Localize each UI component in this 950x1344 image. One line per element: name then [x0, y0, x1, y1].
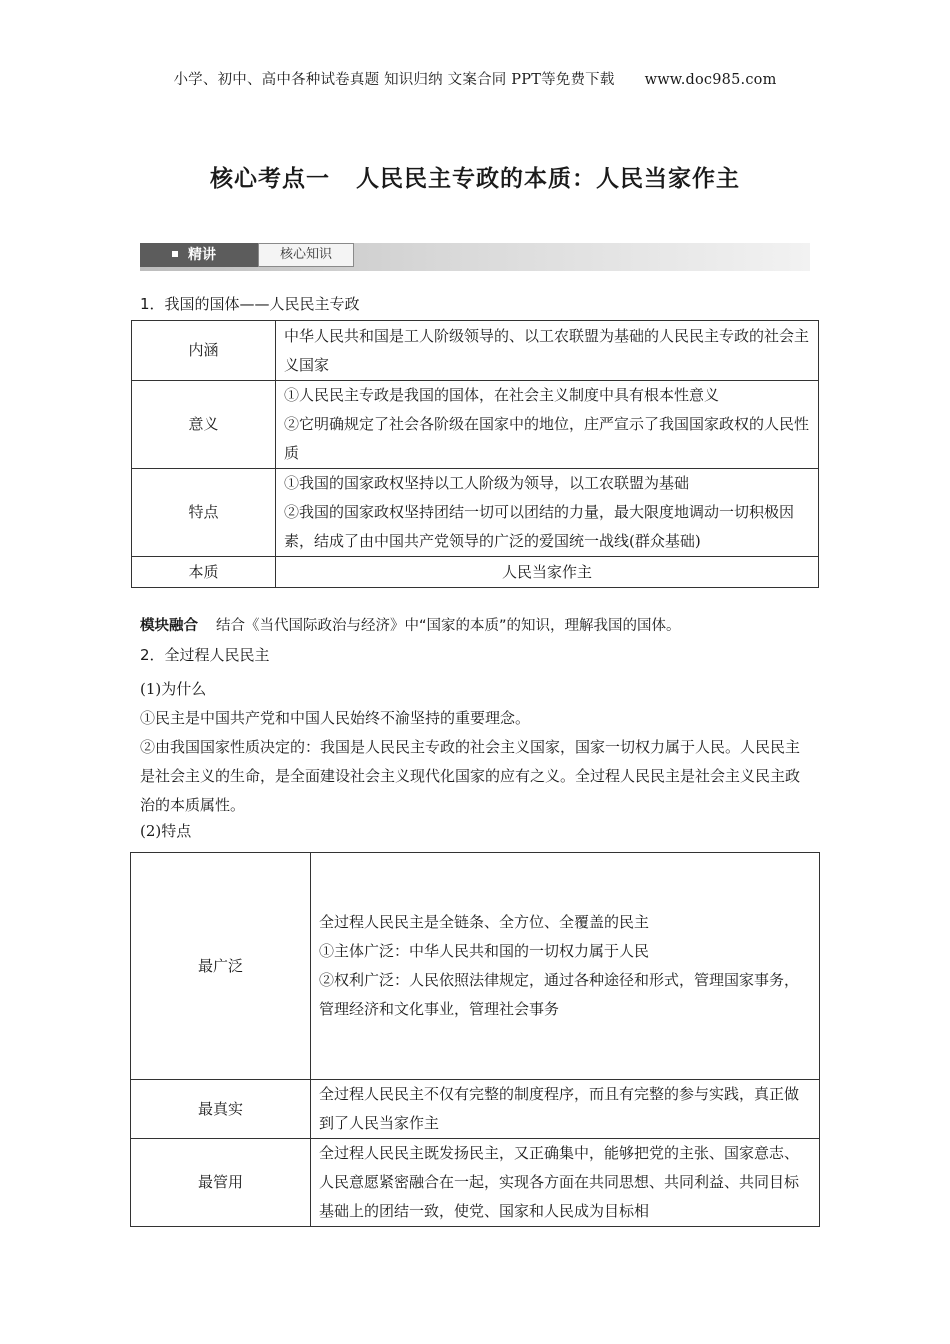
- row-key: 本质: [132, 557, 276, 588]
- row-value: [276, 321, 819, 381]
- table-row: [131, 853, 820, 1080]
- row-line: ①主体广泛：中华人民共和国的一切权力属于人民: [319, 942, 650, 960]
- row-key: 内涵: [132, 321, 276, 381]
- row-value: [311, 1080, 820, 1139]
- whole-process-democracy-table: [130, 852, 820, 1227]
- row-key: 意义: [132, 381, 276, 469]
- row-line: 全过程人民民主是全链条、全方位、全覆盖的民主: [319, 913, 650, 931]
- row-line: ②它明确规定了社会各阶级在国家中的地位，庄严宣示了我国国家政权的人民性质: [284, 415, 810, 462]
- row-key: 最广泛: [131, 853, 311, 1080]
- table-row: [132, 469, 819, 557]
- national-system-table: [131, 320, 819, 588]
- page-header: [0, 68, 950, 89]
- row-line: 全过程人民民主既发扬民主，又正确集中，能够把党的主张、国家意志、人民意愿紧密融合在一起，实现各方面在共同思想、共同利益、共同目标基础上的团结一致，使党、国家和人民成为目标相: [319, 1144, 800, 1220]
- header-text: 小学、初中、高中各种试卷真题 知识归纳 文案合同 PPT等免费下载: [173, 72, 615, 88]
- why-label: (1)为什么: [140, 680, 207, 698]
- why-paragraph-2: ②由我国国家性质决定的：我国是人民民主专政的社会主义国家，国家一切权力属于人民。人民民主是社会主义的生命，是全面建设社会主义现代化国家的应有之义。全过程人民民主是社会主义民主政治的本质属性。: [140, 738, 801, 814]
- row-value: [311, 853, 820, 1080]
- row-key: 最管用: [131, 1139, 311, 1227]
- row-value: [276, 381, 819, 469]
- module-fusion-note: [140, 612, 812, 641]
- section2-heading: 2．全过程人民民主: [140, 646, 270, 664]
- row-line: 全过程人民民主不仅有完整的制度程序，而且有完整的参与实践，真正做到了人民当家作主: [319, 1085, 800, 1132]
- row-key: 特点: [132, 469, 276, 557]
- row-line: ②权利广泛：人民依照法律规定，通过各种途径和形式，管理国家事务，管理经济和文化事业，管理社会事务: [319, 971, 800, 1018]
- banner-tab2-label: 核心知识: [279, 247, 332, 262]
- features-label: (2)特点: [140, 822, 192, 840]
- title-part2: 人民民主专政的本质：人民当家作主: [356, 166, 740, 192]
- header-site: www.doc985.com: [644, 72, 777, 88]
- fusion-label: 模块融合: [140, 618, 198, 634]
- table-row: [131, 1139, 820, 1227]
- section-banner: [140, 243, 810, 271]
- fusion-text: 结合《当代国际政治与经济》中“国家的本质”的知识，理解我国的国体。: [216, 618, 681, 634]
- row-line: ②我国的国家政权坚持团结一切可以团结的力量，最大限度地调动一切积极因素，结成了由中国共产党领导的广泛的爱国统一战线(群众基础): [284, 503, 795, 550]
- row-value: [311, 1139, 820, 1227]
- page-title: [0, 160, 950, 193]
- table-row: [132, 321, 819, 381]
- section1-heading: 1．我国的国体——人民民主专政: [140, 295, 360, 313]
- row-key: 最真实: [131, 1080, 311, 1139]
- title-part1: 核心考点一: [210, 166, 330, 192]
- row-line: ①我国的国家政权坚持以工人阶级为领导，以工农联盟为基础: [284, 474, 690, 492]
- table-row: [132, 381, 819, 469]
- square-bullet-icon: [172, 251, 178, 257]
- table-row: [132, 557, 819, 588]
- row-value: 人民当家作主: [276, 557, 819, 588]
- row-line: ①人民民主专政是我国的国体，在社会主义制度中具有根本性意义: [284, 386, 720, 404]
- banner-tab-primary: [140, 243, 258, 267]
- row-line: 中华人民共和国是工人阶级领导的、以工农联盟为基础的人民民主专政的社会主义国家: [284, 326, 810, 374]
- banner-tab1-label: 精讲: [188, 247, 216, 263]
- table-row: [131, 1080, 820, 1139]
- why-paragraph-1: ①民主是中国共产党和中国人民始终不渝坚持的重要理念。: [140, 709, 531, 727]
- row-value: [276, 469, 819, 557]
- banner-tab-secondary: [258, 243, 354, 267]
